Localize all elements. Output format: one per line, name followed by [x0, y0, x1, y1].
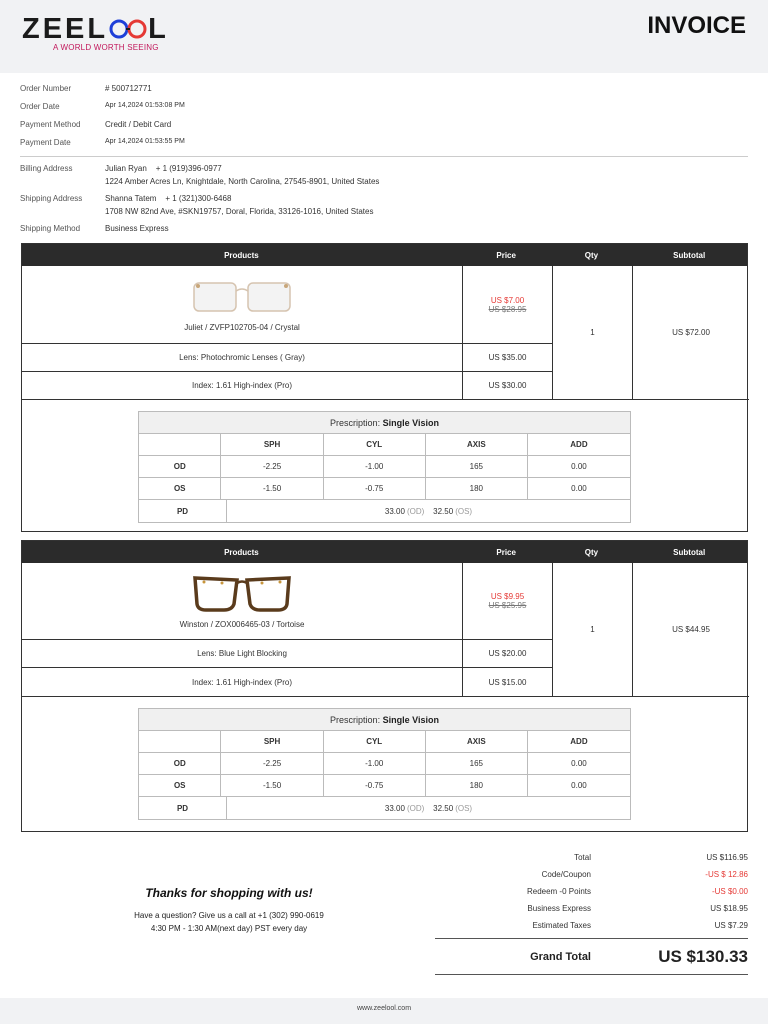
coupon-row — [435, 866, 748, 883]
points-row — [435, 883, 748, 900]
subtotal-value: US $72.00 — [672, 328, 710, 337]
qty-column-header: Qty — [584, 547, 599, 557]
rx-header-cyl: CYL — [324, 731, 426, 752]
rx-cell: -1.00 — [324, 753, 426, 774]
grand-total-value: US $130.33 — [658, 946, 748, 966]
price-column-header: Price — [496, 250, 516, 260]
shipping-cost-row — [435, 900, 748, 917]
payment-date-label: Payment Date — [20, 138, 71, 147]
index-price: US $15.00 — [488, 677, 527, 687]
shipping-cost-value: US $18.95 — [710, 904, 748, 913]
qty-value: 1 — [590, 328, 595, 337]
rx-header-cyl: CYL — [324, 434, 426, 455]
tortoise-glasses-image — [192, 574, 292, 614]
rx-row-od — [139, 753, 630, 775]
total-label: Total — [574, 853, 591, 862]
rx-cell: -1.50 — [221, 478, 323, 499]
contact-hours-line: 4:30 PM - 1:30 AM(next day) PST every day — [150, 924, 308, 933]
rx-row-od — [139, 456, 630, 478]
coupon-label: Code/Coupon — [541, 870, 591, 879]
rx-cell: -1.50 — [221, 775, 323, 796]
sale-price: US $9.95 — [490, 592, 525, 601]
shipping-address-value: 1708 NW 82nd Ave, #SKN19757, Doral, Florida, 33126-1016, United States — [105, 207, 374, 216]
price-cell — [463, 266, 552, 343]
product-cell — [22, 563, 462, 639]
index-option: Index: 1.61 High-index (Pro) — [191, 677, 293, 687]
crystal-glasses-image — [192, 277, 292, 317]
shipping-name: Shanna Tatem — [105, 194, 157, 203]
grand-total-row — [435, 938, 748, 975]
pd-od: 33.00 — [384, 803, 405, 813]
prescription-table — [138, 708, 631, 820]
price-cell — [463, 563, 552, 639]
shipping-cost-label: Business Express — [527, 904, 591, 913]
subtotal-value: US $44.95 — [672, 625, 710, 634]
total-row — [435, 849, 748, 866]
rx-header-sph: SPH — [221, 434, 323, 455]
lens-price: US $20.00 — [488, 649, 527, 658]
rx-cell: 180 — [426, 478, 528, 499]
pd-os-tag: (OS) — [455, 803, 473, 813]
shipping-method-label: Shipping Method — [20, 224, 81, 233]
lens-option: Lens: Blue Light Blocking — [197, 649, 287, 658]
qty-value: 1 — [590, 625, 595, 634]
tax-row — [435, 917, 748, 934]
rx-cell: -0.75 — [324, 775, 426, 796]
frame-name: Winston / ZOX006465-03 / Tortoise — [179, 619, 305, 629]
rx-cell: -0.75 — [324, 478, 426, 499]
tax-label: Estimated Taxes — [532, 921, 591, 930]
lens-option: Lens: Photochromic Lenses ( Gray) — [179, 353, 305, 362]
prescription-header-row — [139, 434, 630, 456]
prescription-label: Prescription: — [330, 715, 381, 725]
prescription-title — [139, 709, 630, 731]
rx-cell: -2.25 — [221, 456, 323, 477]
products-column-header: Products — [224, 250, 259, 260]
rx-cell: 165 — [426, 456, 528, 477]
coupon-value: -US $ 12.86 — [705, 870, 748, 879]
rx-row-label: OD — [139, 456, 221, 477]
rx-row-os — [139, 478, 630, 500]
rx-cell: 165 — [426, 753, 528, 774]
thanks-title: Thanks for shopping with us! — [145, 886, 313, 900]
payment-date-value: Apr 14,2024 01:53:55 PM — [105, 138, 185, 145]
rx-cell: 180 — [426, 775, 528, 796]
item-detail-grid — [22, 266, 747, 399]
product-cell — [22, 266, 462, 343]
items-table-header — [22, 244, 747, 266]
order-date-label: Order Date — [20, 102, 60, 111]
pd-os: 32.50 — [433, 803, 454, 813]
lens-price: US $35.00 — [488, 353, 527, 362]
pd-value — [227, 500, 630, 522]
rx-cell: 0.00 — [571, 759, 587, 768]
rx-header-sph: SPH — [221, 731, 323, 752]
frame-name: Juliet / ZVFP102705-04 / Crystal — [184, 323, 300, 332]
pd-value — [227, 797, 630, 819]
rx-corner-cell — [139, 434, 221, 455]
rx-cell: -1.00 — [324, 456, 426, 477]
shipping-phone: + 1 (321)300-6468 — [165, 194, 232, 203]
divider — [22, 399, 749, 400]
prescription-type: Single Vision — [382, 715, 439, 725]
billing-address-value: 1224 Amber Acres Ln, Knightdale, North Carolina, 27545-8901, United States — [105, 177, 380, 186]
tax-value: US $7.29 — [714, 921, 748, 930]
index-price: US $30.00 — [488, 381, 527, 390]
brand-wordmark — [22, 13, 169, 45]
subtotal-column-header: Subtotal — [673, 547, 706, 557]
rx-row-label: PD — [139, 500, 227, 522]
original-price: US $25.95 — [488, 601, 527, 610]
brand-name-end: L — [148, 13, 169, 45]
prescription-label: Prescription: — [330, 418, 381, 428]
rx-cell: 0.00 — [571, 462, 587, 471]
subtotal-column-header: Subtotal — [673, 250, 706, 260]
rx-cell: 0.00 — [571, 484, 587, 493]
rx-header-axis: AXIS — [426, 731, 528, 752]
pd-os: 32.50 — [433, 506, 454, 516]
page-title: INVOICE — [647, 12, 746, 39]
footer — [0, 998, 768, 1024]
billing-name-line — [105, 164, 222, 173]
contact-phone-line: Have a question? Give us a call at +1 (302) 990-0619 — [134, 911, 324, 920]
prescription-title — [139, 412, 630, 434]
rx-header-add: ADD — [570, 440, 588, 449]
prescription-table — [138, 411, 631, 523]
pd-od-tag: (OD) — [406, 506, 425, 516]
qty-column-header: Qty — [584, 250, 599, 260]
price-column-header: Price — [496, 547, 516, 557]
invoice-header — [0, 0, 768, 73]
rx-header-add: ADD — [570, 737, 588, 746]
divider — [22, 696, 749, 697]
brand-name-start: ZEEL — [22, 13, 109, 45]
prescription-header-row — [139, 731, 630, 753]
rx-cell: -2.25 — [221, 753, 323, 774]
divider — [20, 156, 748, 157]
glasses-logo-icon — [109, 18, 147, 40]
rx-row-label: PD — [139, 797, 227, 819]
rx-row-label: OS — [139, 478, 221, 499]
item-detail-grid — [22, 563, 747, 696]
brand-logo[interactable] — [22, 13, 169, 52]
items-table-header — [22, 541, 747, 563]
order-item-2 — [21, 540, 748, 832]
rx-row-os — [139, 775, 630, 797]
shipping-name-line — [105, 194, 231, 203]
pd-os-tag: (OS) — [455, 506, 473, 516]
brand-tagline: A WORLD WORTH SEEING — [53, 43, 159, 52]
order-item-1 — [21, 243, 748, 532]
prescription-type: Single Vision — [382, 418, 439, 428]
billing-address-label: Billing Address — [20, 164, 73, 173]
rx-corner-cell — [139, 731, 221, 752]
payment-method-label: Payment Method — [20, 120, 81, 129]
contact-info — [114, 909, 344, 935]
original-price: US $28.95 — [488, 304, 527, 314]
order-number-label: Order Number — [20, 84, 72, 93]
billing-name: Julian Ryan — [105, 164, 147, 173]
rx-row-pd — [139, 797, 630, 819]
rx-cell: 0.00 — [571, 781, 587, 790]
index-option: Index: 1.61 High-index (Pro) — [191, 381, 293, 390]
rx-header-axis: AXIS — [426, 434, 528, 455]
pd-od: 33.00 — [384, 506, 405, 516]
rx-row-pd — [139, 500, 630, 522]
website-link[interactable]: www.zeelool.com — [356, 1005, 412, 1012]
sale-price: US $7.00 — [490, 295, 525, 305]
shipping-address-label: Shipping Address — [20, 194, 83, 203]
total-value: US $116.95 — [706, 853, 748, 862]
rx-row-label: OD — [139, 753, 221, 774]
thanks-message — [114, 886, 344, 935]
rx-row-label: OS — [139, 775, 221, 796]
pd-od-tag: (OD) — [406, 803, 425, 813]
products-column-header: Products — [224, 547, 259, 557]
order-date-value: Apr 14,2024 01:53:08 PM — [105, 102, 185, 109]
totals-summary — [435, 849, 748, 934]
points-label: Redeem -0 Points — [526, 887, 591, 896]
billing-phone: + 1 (919)396-0977 — [155, 164, 222, 173]
order-number-value: # 500712771 — [105, 84, 152, 93]
payment-method-value: Credit / Debit Card — [105, 120, 172, 129]
grand-total-label: Grand Total — [530, 950, 591, 963]
points-value: -US $0.00 — [711, 887, 748, 896]
shipping-method-value: Business Express — [105, 224, 169, 233]
